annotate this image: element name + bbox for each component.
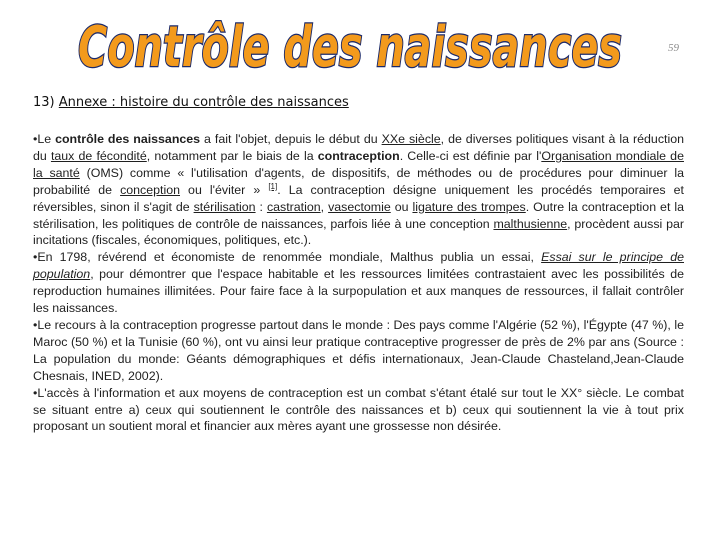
section-heading xyxy=(33,95,349,110)
term-contraception: contraception xyxy=(317,148,400,163)
text-run: •Le xyxy=(33,132,56,146)
body-text xyxy=(33,131,684,435)
text-run: , pour démontrer que l'espace habitable et les ressources limitées contrastaient avec les possibilités de reproduction humaines illimitées. Pour faire face à la surpopulation et aux manques de ressources, il fallait contrôler les naissances. xyxy=(33,267,684,316)
text-run: . La contraception désigne uniquement les procédés temporaires et réversibles, sinon il s'agit de xyxy=(33,182,684,214)
link-sterilization[interactable]: stérilisation xyxy=(193,199,256,214)
paragraph-contraception-progress xyxy=(33,317,684,385)
link-who[interactable]: Organisation mondiale de la santé xyxy=(33,148,684,180)
text-run: , notamment par le biais de la xyxy=(146,148,318,163)
link-essay-population[interactable]: Essai sur le principe de population xyxy=(33,250,684,282)
link-conception[interactable]: conception xyxy=(120,182,180,197)
text-run: : xyxy=(255,199,267,214)
slide-title-text: Contrôle des naissances xyxy=(78,15,622,80)
page-number: 59 xyxy=(668,42,679,54)
link-castration[interactable]: castration xyxy=(266,199,321,214)
text-run: ou l'éviter » xyxy=(180,182,269,197)
link-vasectomy[interactable]: vasectomie xyxy=(328,199,391,214)
slide-header xyxy=(0,4,720,84)
term-birth-control: contrôle des naissances xyxy=(55,132,201,146)
link-20th-century[interactable]: XXe siècle xyxy=(381,132,441,146)
text-run: . Outre la contraception et la stérilisation, les politiques de contrôle de naissances, parfois liée à une conception xyxy=(33,199,684,231)
paragraph-malthus xyxy=(33,249,684,317)
link-tubal-ligation[interactable]: ligature des trompes xyxy=(412,199,526,214)
link-malthusian[interactable]: malthusienne xyxy=(493,216,568,231)
text-run: •En 1798, révérend et économiste de renommée mondiale, Malthus publia un essai, xyxy=(33,250,542,265)
text-run: ou xyxy=(390,199,413,214)
paragraph-birth-control xyxy=(33,131,684,249)
link-fertility-rate[interactable]: taux de fécondité xyxy=(50,148,147,163)
link-footnote-1[interactable]: [1] xyxy=(268,181,278,191)
paragraph-access-combat xyxy=(33,385,684,436)
text-run: , xyxy=(320,199,329,214)
text-run: (OMS) comme « l'utilisation d'agents, de dispositifs, de méthodes ou de procédures pour diminuer la probabilité de xyxy=(33,165,685,197)
text-run: . Celle-ci est définie par l' xyxy=(399,148,542,163)
slide-title xyxy=(60,4,640,84)
section-title: Annexe : histoire du contrôle des naissances xyxy=(58,95,349,110)
text-run: •Le recours à la contraception progresse partout dans le monde : Des pays comme l'Algérie (52 %), l'Égypte (47 %), le Maroc (50 %) et la Tunisie (60 %), ont vu ainsi leur pratique contraceptive progresser de près de 2% par ans (Source : La population du monde: Géants démographiques et défis internationaux, Jean-Claude Chasteland,Jean-Claude Chesnais, INED, 2002). xyxy=(33,317,684,383)
section-number: 13) xyxy=(33,95,55,110)
text-run: , de diverses politiques visant à la réduction du xyxy=(33,132,684,163)
text-run: , procèdent aussi par incitations (fiscales, économiques, politiques, etc.). xyxy=(33,216,684,248)
text-run: a fait l'objet, depuis le début du xyxy=(200,132,382,146)
text-run: •L'accès à l'information et aux moyens de contraception est un combat s'étant étalé sur tout le XX° siècle. Le combat se situant entre a) ceux qui soutiennent le contrôle des naissances et b) ceux qui soutiennent la vie à tout prix proposant un soutient moral et financier aux mères ayant une grossesse non désirée. xyxy=(33,385,684,434)
